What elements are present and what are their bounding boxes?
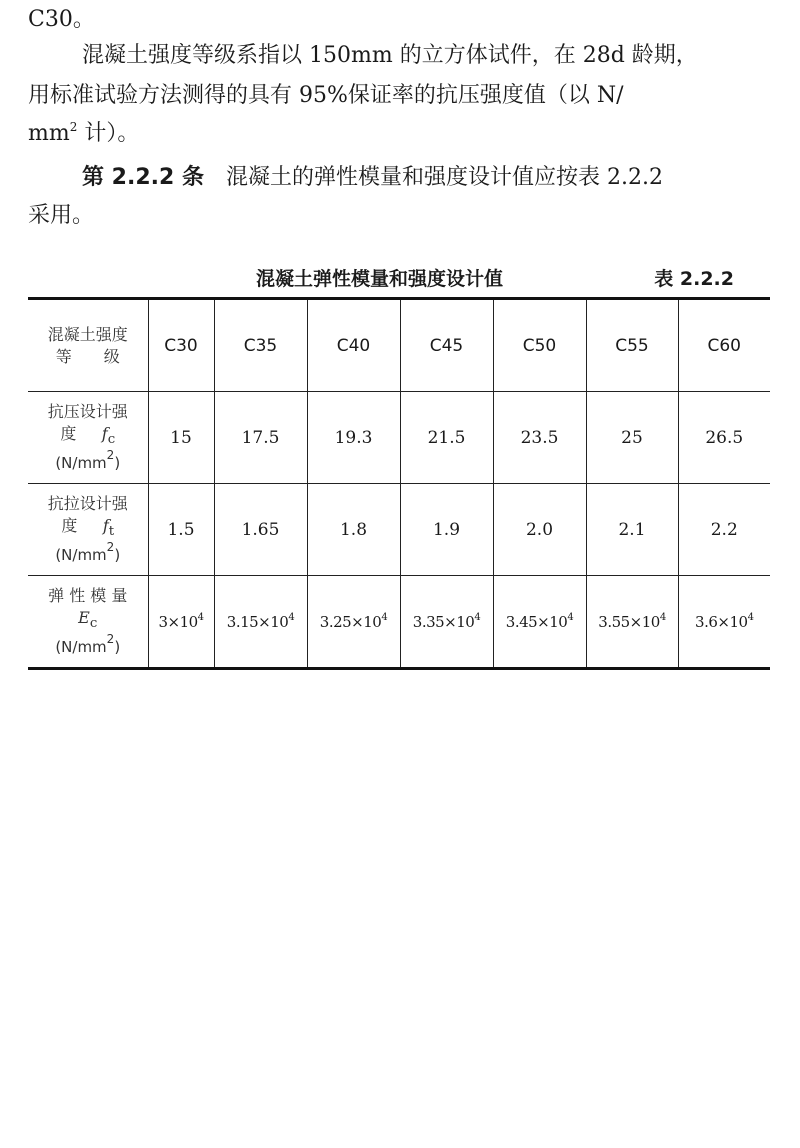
text-fragment: 3.45×10	[505, 612, 568, 631]
row-header	[28, 299, 148, 392]
paragraph-line	[28, 76, 780, 116]
grade-cell: C35	[214, 299, 307, 392]
text-fragment: 混凝土的弹性模量和强度设计值应按表 2.2.2	[203, 165, 663, 190]
text-fragment: (N/mm	[55, 545, 107, 564]
text-fragment: 3.6×10	[695, 612, 748, 631]
row-header	[28, 484, 148, 576]
value-cell: 17.5	[214, 392, 307, 484]
superscript: 2	[69, 120, 78, 134]
row-label	[28, 423, 148, 451]
value-cell: 23.5	[493, 392, 586, 484]
grade-cell: C60	[678, 299, 770, 392]
text-fragment: C30。	[28, 7, 95, 32]
value-cell: 1.8	[307, 484, 400, 576]
table-caption	[28, 262, 770, 292]
paragraph-line	[28, 196, 780, 236]
value-cell	[586, 576, 678, 669]
row-header	[28, 392, 148, 484]
symbol: f	[101, 424, 108, 444]
unit-label	[28, 539, 148, 566]
value-cell: 19.3	[307, 392, 400, 484]
value-cell: 26.5	[678, 392, 770, 484]
value-cell: 2.2	[678, 484, 770, 576]
table-header-row	[28, 299, 770, 392]
article-number: 第 2.2.2 条	[82, 165, 204, 190]
value-cell: 1.5	[148, 484, 214, 576]
superscript: 4	[288, 611, 295, 623]
text-fragment: 3.25×10	[319, 612, 382, 631]
table-row	[28, 484, 770, 576]
text-fragment: 计）。	[77, 121, 140, 146]
value-cell: 2.1	[586, 484, 678, 576]
text-fragment: 采用。	[28, 203, 95, 228]
value-cell: 21.5	[400, 392, 493, 484]
value-cell	[148, 576, 214, 669]
unit-label	[28, 631, 148, 658]
concrete-strength-table	[28, 297, 770, 670]
text-fragment: )	[114, 545, 121, 564]
paragraph-line	[28, 114, 780, 154]
superscript: 4	[197, 611, 204, 623]
row-label	[28, 515, 148, 543]
row-label: 弹 性 模 量	[48, 586, 128, 606]
value-cell: 2.0	[493, 484, 586, 576]
superscript: 4	[474, 611, 481, 623]
grade-cell: C40	[307, 299, 400, 392]
text-fragment: 3.35×10	[412, 612, 475, 631]
grade-cell: C50	[493, 299, 586, 392]
table-row	[28, 576, 770, 669]
paragraph-line	[28, 36, 780, 76]
grade-cell: C45	[400, 299, 493, 392]
text-fragment: 3.55×10	[598, 612, 660, 631]
row-label	[28, 607, 148, 635]
grade-cell: C55	[586, 299, 678, 392]
text-fragment: 度	[61, 516, 78, 536]
text-fragment: 度	[60, 424, 77, 444]
paragraph-line	[28, 158, 780, 198]
value-cell	[678, 576, 770, 669]
superscript: 2	[106, 631, 115, 646]
text-fragment: mm	[28, 121, 70, 146]
value-cell: 25	[586, 392, 678, 484]
text-fragment: )	[114, 637, 121, 656]
superscript: 4	[381, 611, 388, 623]
text-fragment: 混凝土强度等级系指以 150mm 的立方体试件，在 28d 龄期，	[82, 43, 698, 68]
text-fragment: 3.15×10	[226, 612, 289, 631]
text-fragment: )	[114, 453, 121, 472]
superscript: 4	[747, 611, 754, 623]
value-cell: 1.65	[214, 484, 307, 576]
text-fragment: 用标准试验方法测得的具有 95%保证率的抗压强度值（以 N/	[28, 83, 624, 108]
table-row	[28, 392, 770, 484]
subscript: c	[89, 616, 98, 632]
value-cell: 15	[148, 392, 214, 484]
symbol: E	[78, 608, 90, 628]
superscript: 4	[659, 611, 666, 623]
superscript: 2	[106, 539, 115, 554]
text-fragment: (N/mm	[55, 637, 107, 656]
value-cell	[493, 576, 586, 669]
subscript: t	[108, 524, 115, 540]
subscript: c	[107, 432, 116, 448]
superscript: 2	[106, 447, 115, 462]
text-fragment: (N/mm	[55, 453, 107, 472]
value-cell: 1.9	[400, 484, 493, 576]
row-label: 抗压设计强	[47, 402, 128, 422]
symbol: f	[102, 516, 109, 536]
row-label: 混凝土强度	[47, 324, 128, 344]
value-cell	[400, 576, 493, 669]
row-header	[28, 576, 148, 669]
table-title: 混凝土弹性模量和强度设计值	[256, 268, 504, 290]
value-cell	[214, 576, 307, 669]
superscript: 4	[567, 611, 574, 623]
row-label: 抗拉设计强	[47, 494, 128, 514]
unit-label	[28, 447, 148, 474]
grade-cell: C30	[148, 299, 214, 392]
row-label: 等 级	[55, 346, 120, 366]
paragraph-line	[28, 0, 780, 40]
text-fragment: 3×10	[158, 612, 198, 631]
table-number: 表 2.2.2	[654, 268, 734, 290]
value-cell	[307, 576, 400, 669]
